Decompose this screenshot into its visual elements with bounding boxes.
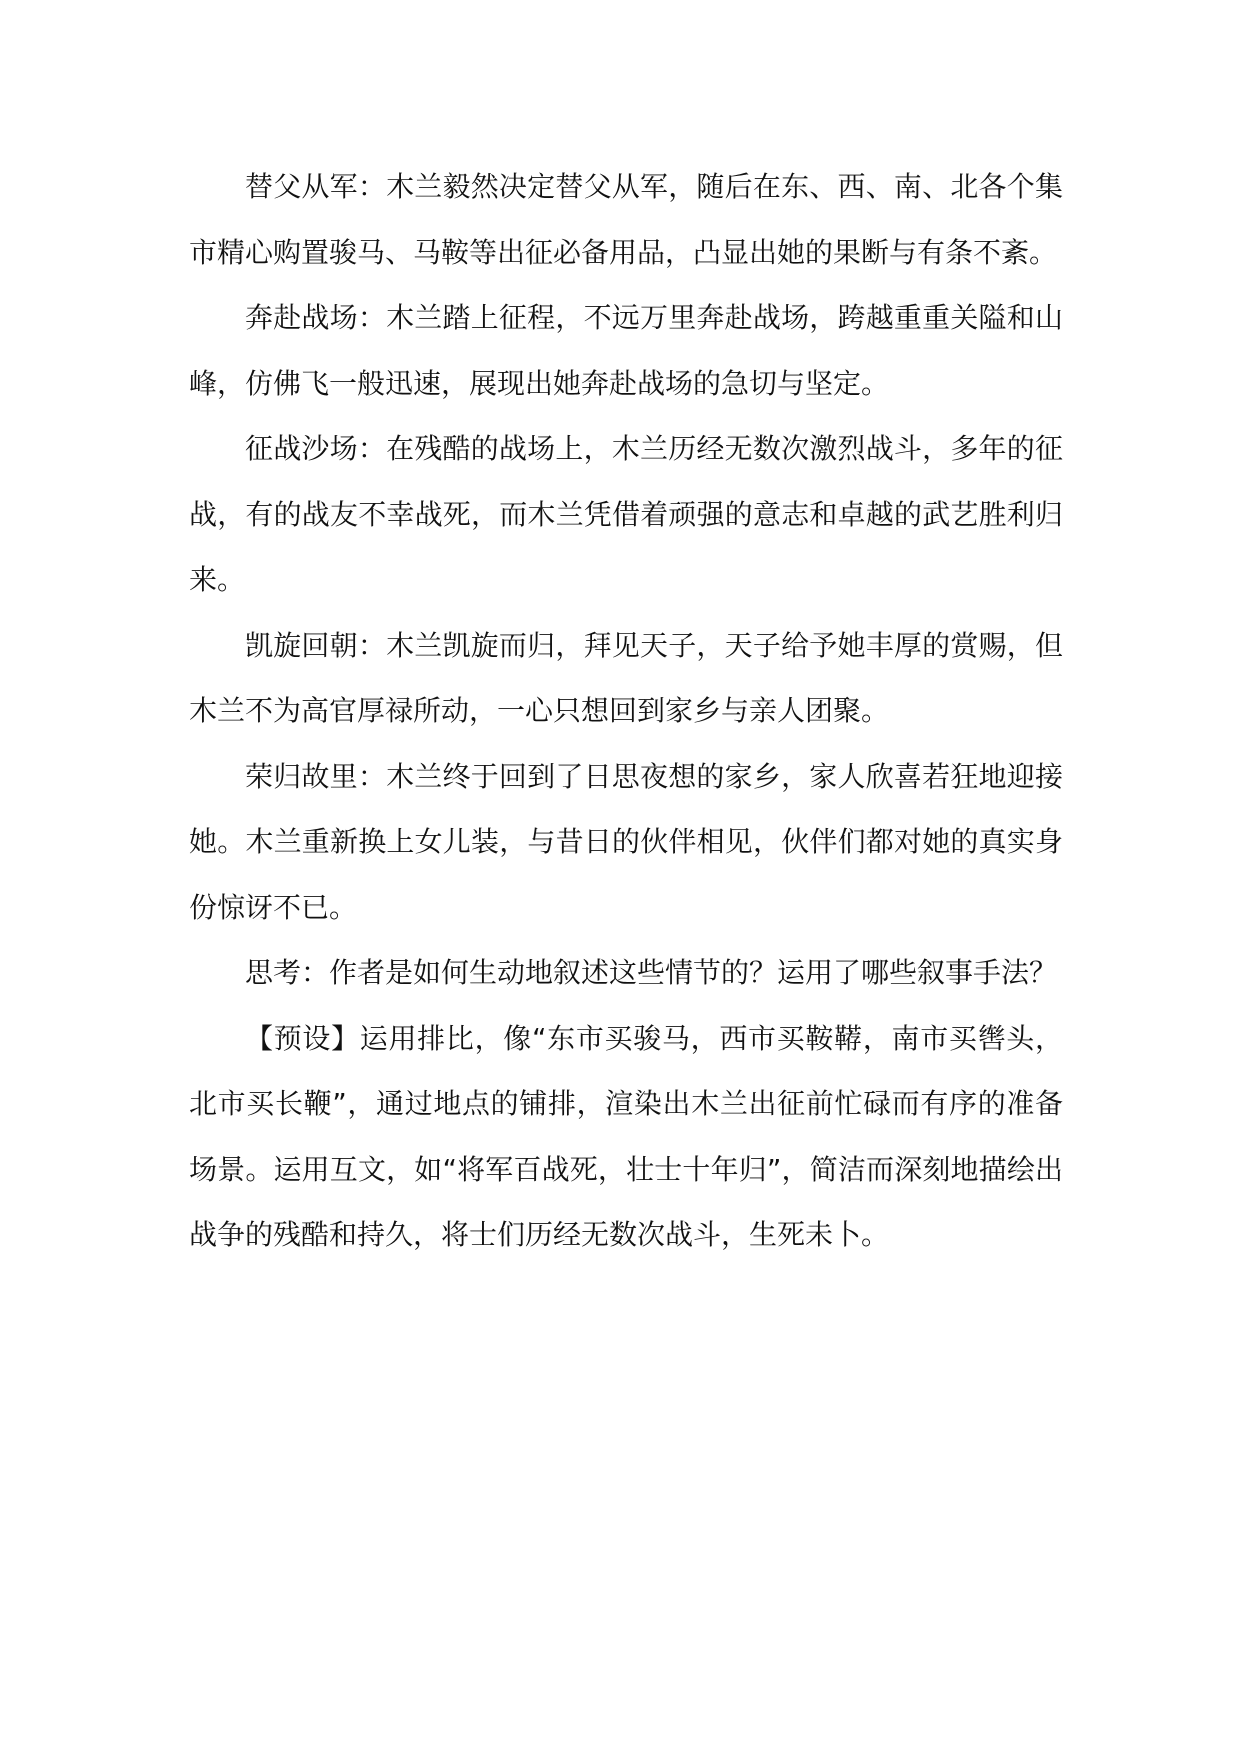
paragraph-battle: 征战沙场：在残酷的战场上，木兰历经无数次激烈战斗，多年的征战，有的战友不幸战死，而木兰凭借着顽强的意志和卓越的武艺胜利归来。 <box>189 432 1063 596</box>
paragraph-homecoming: 荣归故里：木兰终于回到了日思夜想的家乡，家人欣喜若狂地迎接她。木兰重新换上女儿装，与昔日的伙伴相见，伙伴们都对她的真实身份惊讶不已。 <box>189 759 1063 924</box>
paragraph-question: 思考：作者是如何生动地叙述这些情节的？运用了哪些叙事手法？ <box>245 956 1058 989</box>
paragraph-preset-answer: 【预设】运用排比，像“东市买骏马，西市买鞍鞯，南市买辔头，北市买长鞭”，通过地点的铺排，渲染出木兰出征前忙碌而有序的准备场景。运用互文，如“将军百战死，壮士十年归”，简洁而深刻地描绘出战争的残酷和持久，将士们历经无数次战斗，生死未卜。 <box>189 1021 1063 1251</box>
paragraph-triumph: 凯旋回朝：木兰凯旋而归，拜见天子，天子给予她丰厚的赏赐，但木兰不为高官厚禄所动，一心只想回到家乡与亲人团聚。 <box>189 628 1063 727</box>
paragraph-journey: 奔赴战场：木兰踏上征程，不远万里奔赴战场，跨越重重关隘和山峰，仿佛飞一般迅速，展现出她奔赴战场的急切与坚定。 <box>189 301 1063 400</box>
document-page <box>189 154 1063 1268</box>
paragraph-enlist: 替父从军：木兰毅然决定替父从军，随后在东、西、南、北各个集市精心购置骏马、马鞍等出征必备用品，凸显出她的果断与有条不紊。 <box>189 170 1063 269</box>
